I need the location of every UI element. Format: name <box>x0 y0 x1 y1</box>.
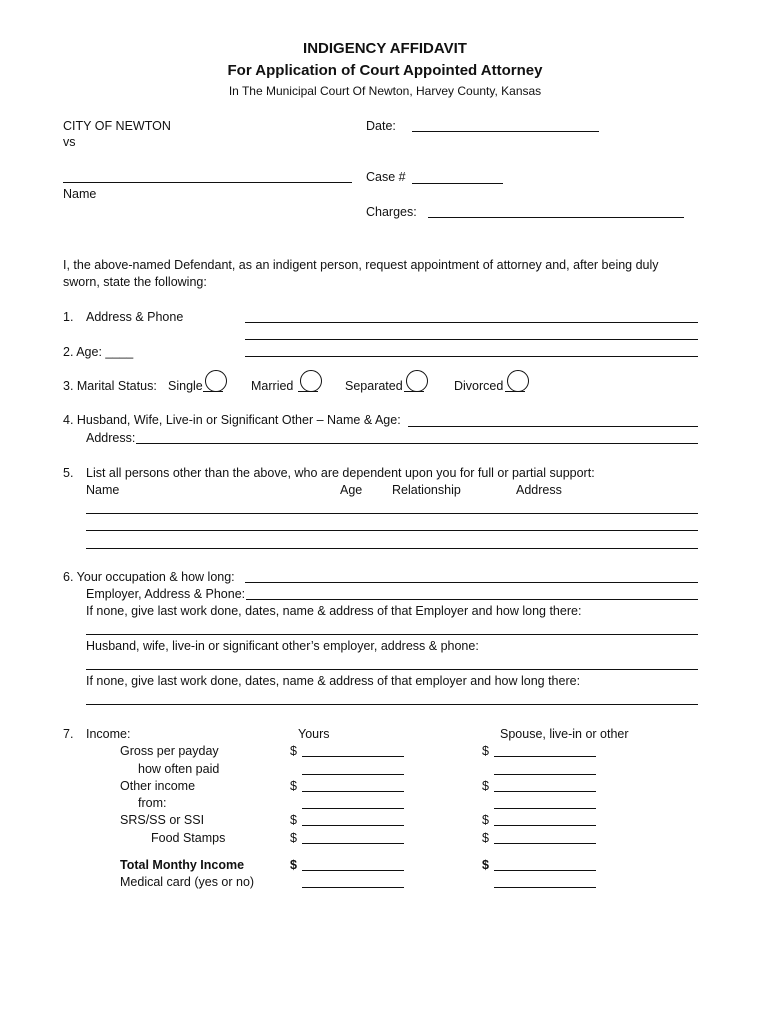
versus: vs <box>63 135 76 149</box>
married-checkbox[interactable] <box>300 370 322 392</box>
dollar-sign: $ <box>290 831 297 845</box>
q5-number: 5. <box>63 466 74 480</box>
dollar-sign: $ <box>290 744 297 758</box>
dependent-line-2[interactable] <box>86 530 698 531</box>
separated-checkbox[interactable] <box>406 370 428 392</box>
occupation-field[interactable] <box>245 582 698 583</box>
yours-total-field[interactable] <box>302 870 404 871</box>
yours-food-field[interactable] <box>302 843 404 844</box>
dollar-sign: $ <box>482 779 489 793</box>
separated-underline <box>404 391 424 392</box>
case-number-field[interactable] <box>412 183 503 184</box>
yours-other-field[interactable] <box>302 791 404 792</box>
if-none-1: If none, give last work done, dates, name & address of that Employer and how long there: <box>86 604 582 618</box>
charges-field[interactable] <box>428 217 684 218</box>
dollar-sign: $ <box>290 779 297 793</box>
marital-status-label: 3. Marital Status: <box>63 379 157 393</box>
col-spouse: Spouse, live-in or other <box>500 727 629 741</box>
form-title: INDIGENCY AFFIDAVIT <box>303 40 467 57</box>
spouse-medical-field[interactable] <box>494 887 596 888</box>
court-name: In The Municipal Court Of Newton, Harvey County, Kansas <box>228 84 542 98</box>
dollar-sign: $ <box>290 813 297 827</box>
phone-field[interactable] <box>245 356 698 357</box>
col-name: Name <box>86 483 120 497</box>
address-field-1[interactable] <box>245 322 698 323</box>
dollar-sign: $ <box>482 813 489 827</box>
option-single-label: Single <box>168 379 203 393</box>
dollar-sign: $ <box>482 831 489 845</box>
col-address: Address <box>516 483 562 497</box>
dollar-sign: $ <box>482 858 489 872</box>
how-often-label: how often paid <box>138 762 220 776</box>
date-field[interactable] <box>412 131 599 132</box>
col-age: Age <box>340 483 363 497</box>
spouse-address-field[interactable] <box>136 443 698 444</box>
last-work-field-2[interactable] <box>86 704 698 705</box>
age-label: 2. Age: ____ <box>63 345 134 359</box>
income-label: Income: <box>86 727 131 741</box>
spouse-employer-label: Husband, wife, live-in or significant other’s employer, address & phone: <box>86 639 479 653</box>
intro-line-1: I, the above-named Defendant, as an indigent person, request appointment of attorney and, after being duly <box>63 258 659 272</box>
yours-from-field[interactable] <box>302 808 404 809</box>
address-field-2[interactable] <box>245 339 698 340</box>
form-subtitle: For Application of Court Appointed Attorney <box>227 62 543 79</box>
dollar-sign: $ <box>290 858 297 872</box>
medical-card-label: Medical card (yes or no) <box>120 875 255 889</box>
spouse-employer-field[interactable] <box>86 669 698 670</box>
spouse-total-field[interactable] <box>494 870 596 871</box>
dependent-line-1[interactable] <box>86 513 698 514</box>
single-checkbox[interactable] <box>205 370 227 392</box>
spouse-name-age-field[interactable] <box>408 426 698 427</box>
from-label: from: <box>138 796 167 810</box>
q1-number: 1. <box>63 310 74 324</box>
q6-label: 6. Your occupation & how long: <box>63 570 235 584</box>
other-income-label: Other income <box>120 779 196 793</box>
intro-line-2: sworn, state the following: <box>63 275 207 289</box>
case-number-label: Case # <box>366 170 406 184</box>
plaintiff: CITY OF NEWTON <box>63 119 171 133</box>
date-label: Date: <box>366 119 396 133</box>
spouse-srs-field[interactable] <box>494 825 596 826</box>
single-underline <box>203 391 223 392</box>
option-married-label: Married <box>251 379 294 393</box>
q4-label: 4. Husband, Wife, Live-in or Significant Other – Name & Age: <box>63 413 401 427</box>
spouse-other-field[interactable] <box>494 791 596 792</box>
food-stamps-label: Food Stamps <box>151 831 226 845</box>
srs-label: SRS/SS or SSI <box>120 813 205 827</box>
employer-label: Employer, Address & Phone: <box>86 587 246 601</box>
yours-srs-field[interactable] <box>302 825 404 826</box>
if-none-2: If none, give last work done, dates, name & address of that employer and how long there: <box>86 674 581 688</box>
gross-label: Gross per payday <box>120 744 219 758</box>
spouse-food-field[interactable] <box>494 843 596 844</box>
charges-label: Charges: <box>366 205 417 219</box>
yours-how-often-field[interactable] <box>302 774 404 775</box>
yours-medical-field[interactable] <box>302 887 404 888</box>
q5-label: List all persons other than the above, who are dependent upon you for full or partial support: <box>86 466 595 480</box>
spouse-from-field[interactable] <box>494 808 596 809</box>
col-relationship: Relationship <box>392 483 461 497</box>
yours-gross-field[interactable] <box>302 756 404 757</box>
divorced-checkbox[interactable] <box>507 370 529 392</box>
defendant-name-field[interactable] <box>63 182 352 183</box>
total-income-label: Total Monthy Income <box>120 858 245 872</box>
option-divorced-label: Divorced <box>454 379 504 393</box>
q7-number: 7. <box>63 727 74 741</box>
last-work-field-1[interactable] <box>86 634 698 635</box>
dependent-line-3[interactable] <box>86 548 698 549</box>
name-label: Name <box>63 187 97 201</box>
spouse-how-often-field[interactable] <box>494 774 596 775</box>
option-separated-label: Separated <box>345 379 403 393</box>
q1-label: Address & Phone <box>86 310 184 324</box>
dollar-sign: $ <box>482 744 489 758</box>
divorced-underline <box>505 391 525 392</box>
married-underline <box>298 391 318 392</box>
col-yours: Yours <box>298 727 330 741</box>
spouse-gross-field[interactable] <box>494 756 596 757</box>
employer-field[interactable] <box>246 599 698 600</box>
q4-address-label: Address: <box>86 431 136 445</box>
